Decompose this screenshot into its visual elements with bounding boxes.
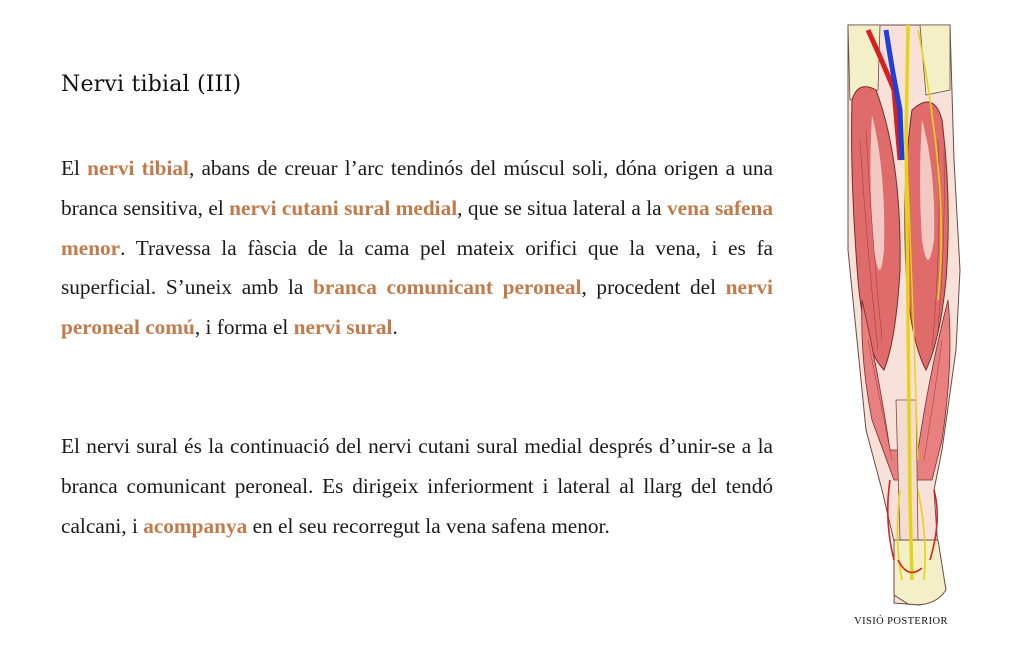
term-link[interactable]: acompanya [143,513,248,538]
term-link[interactable]: nervi cutani sural medial [229,195,458,220]
page-title: Nervi tibial (III) [61,72,242,97]
leg-posterior-anatomy-icon [838,20,966,610]
paragraph-text: El nervi sural és la continuació del nervi cutani sural medial després d’unir-se a la branca comunicant peroneal. Es dirigeix inferiorment i lateral al llarg del tendó calcani, i [61,434,773,538]
term-link[interactable]: branca comunicant peroneal [312,275,582,300]
paragraph-text: . Travessa la fàscia de la cama pel mateix orifici que la vena, i es fa superficial. S’uneix amb la [61,235,773,300]
paragraph-text: , abans de creuar l’arc tendinós del múscul soli, dóna origen a una branca sensitiva, el [61,156,773,220]
paragraph-text: . [392,315,398,340]
paragraph-text: , i forma el [194,315,294,340]
leg-anatomy-figure [838,20,966,610]
term-link[interactable]: vena safena menor [61,195,773,260]
paragraph-2 [61,427,773,546]
paragraph-text: El [61,156,88,180]
paragraph-1 [61,149,773,348]
paragraph-text: en el seu recorregut la vena safena menor. [247,513,610,538]
figure-caption: VISIÓ POSTERIOR [854,616,948,627]
paragraph-text: , procedent del [581,275,726,300]
term-link[interactable]: nervi peroneal comú [61,275,773,340]
term-link[interactable]: nervi sural [293,315,393,340]
paragraph-text: , que se situa lateral a la [457,195,668,220]
term-link[interactable]: nervi tibial [87,156,189,180]
